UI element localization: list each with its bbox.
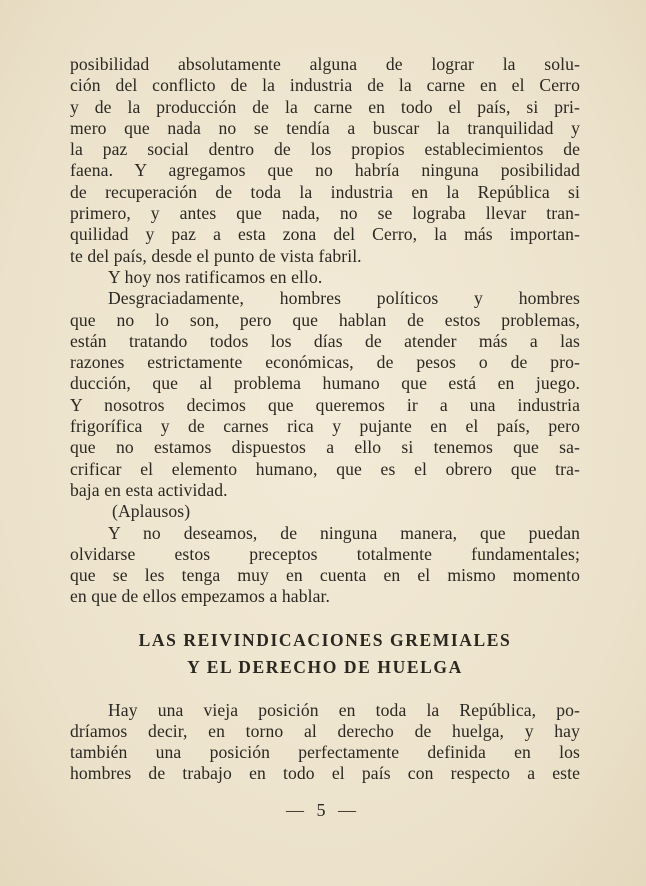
text-line: razones estrictamente económicas, de pesos o de pro- bbox=[70, 352, 580, 373]
text-line: que se les tenga muy en cuenta en el mismo momento bbox=[70, 565, 580, 586]
text-line: faena. Y agregamos que no habría ninguna posibilidad bbox=[70, 160, 580, 181]
text-line: posibilidad absolutamente alguna de lograr la solu- bbox=[70, 54, 580, 74]
text-line: Y no deseamos, de ninguna manera, que puedan bbox=[108, 522, 580, 543]
section-paragraph bbox=[70, 700, 580, 784]
text-line: Y hoy nos ratificamos en ello. bbox=[108, 266, 323, 287]
text-line: baja en esta actividad. bbox=[70, 479, 228, 500]
heading-line-2: Y EL DERECHO DE HUELGA bbox=[187, 657, 463, 677]
text-line: quilidad y paz a esta zona del Cerro, la más importan- bbox=[70, 224, 580, 245]
text-line: en que de ellos empezamos a hablar. bbox=[70, 586, 330, 607]
text-line: de recuperación de toda la industria en la República si bbox=[70, 181, 580, 202]
text-line: frigorífica y de carnes rica y pujante en el país, pero bbox=[70, 416, 580, 437]
text-line: ción del conflicto de la industria de la carne en el Cerro bbox=[70, 75, 580, 96]
text-line: y de la producción de la carne en todo el país, si pri- bbox=[70, 96, 580, 117]
text-line: están tratando todos los días de atender más a las bbox=[70, 330, 580, 351]
text-line: dríamos decir, en torno al derecho de huelga, y hay bbox=[70, 721, 580, 741]
section-heading bbox=[70, 627, 580, 681]
text-line: Y nosotros decimos que queremos ir a una industria bbox=[70, 394, 580, 415]
text-line: te del país, desde el punto de vista fabril. bbox=[70, 245, 362, 266]
text-line: que no lo son, pero que hablan de estos problemas, bbox=[70, 309, 580, 330]
body-text bbox=[70, 54, 580, 608]
text-line: también una posición perfectamente definida en los bbox=[70, 742, 580, 762]
text-line: crificar el elemento humano, que es el obrero que tra- bbox=[70, 458, 580, 479]
text-line: Hay una vieja posición en toda la República, po- bbox=[108, 700, 580, 720]
text-line: ducción, que al problema humano que está en juego. bbox=[70, 373, 580, 394]
heading-line-1: LAS REIVINDICACIONES GREMIALES bbox=[138, 630, 512, 650]
page-number: — 5 — bbox=[286, 800, 360, 820]
text-line: la paz social dentro de los propios establecimientos de bbox=[70, 139, 580, 160]
text-line: olvidarse estos preceptos totalmente fundamentales; bbox=[70, 543, 580, 564]
text-line: Desgraciadamente, hombres políticos y hombres bbox=[108, 288, 580, 309]
text-line: primero, y antes que nada, no se lograba llevar tran- bbox=[70, 203, 580, 224]
text-line: (Aplausos) bbox=[112, 501, 191, 522]
text-line: que no estamos dispuestos a ello si tenemos que sa- bbox=[70, 437, 580, 458]
text-line: mero que nada no se tendía a buscar la tranquilidad y bbox=[70, 117, 580, 138]
text-line: hombres de trabajo en todo el país con respecto a este bbox=[70, 763, 580, 783]
